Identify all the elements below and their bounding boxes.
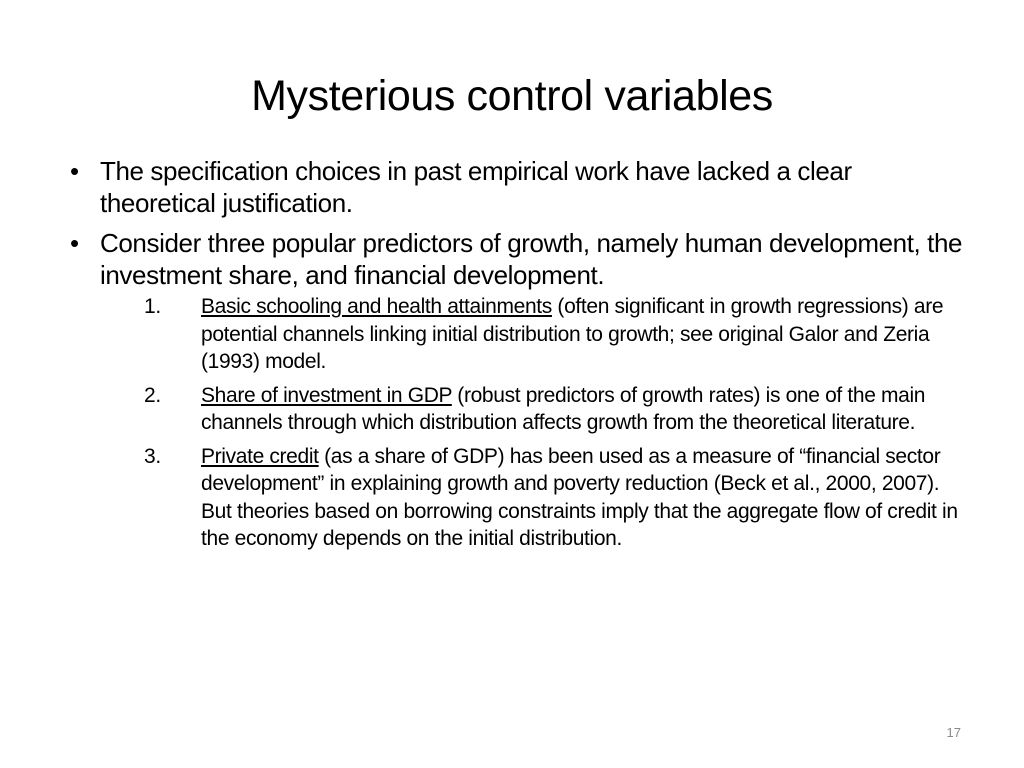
bullet-marker: • — [70, 156, 79, 186]
bullet-item — [70, 227, 970, 553]
item-number: 2. — [144, 383, 161, 407]
page-number: 17 — [946, 725, 961, 740]
numbered-item — [100, 293, 970, 376]
numbered-list — [100, 293, 970, 553]
bullet-item — [70, 155, 970, 219]
bullet-text: Consider three popular predictors of growth, namely human development, the investment share, and financial development. — [100, 228, 963, 290]
item-underlined-term: Private credit — [201, 444, 319, 468]
slide-title: Mysterious control variables — [251, 72, 773, 120]
bullet-text: The specification choices in past empirical work have lacked a clear theoretical justification. — [100, 156, 852, 218]
item-number: 1. — [144, 295, 161, 318]
item-number: 3. — [144, 444, 161, 468]
numbered-item — [100, 382, 970, 437]
item-text: (as a share of GDP) has been used as a measure of “financial sector development” in explaining growth and poverty reduction (Beck et al., 2000, 2007). But theories based on borrowing constraints imply that the aggregate flow of credit in the economy depends on the initial distribution. — [201, 444, 958, 550]
numbered-item — [100, 443, 970, 553]
item-text: (often significant in growth regressions) are potential channels linking initial distribution to growth; see original Galor and Zeria (1993) model. — [201, 295, 944, 373]
bullet-marker: • — [70, 228, 79, 258]
item-underlined-term: Share of investment in GDP — [201, 383, 452, 407]
item-underlined-term: Basic schooling and health attainments — [201, 295, 552, 318]
slide-content — [70, 155, 970, 561]
item-text: (robust predictors of growth rates) is one of the main channels through which distribution affects growth from the theoretical literature. — [201, 383, 926, 434]
